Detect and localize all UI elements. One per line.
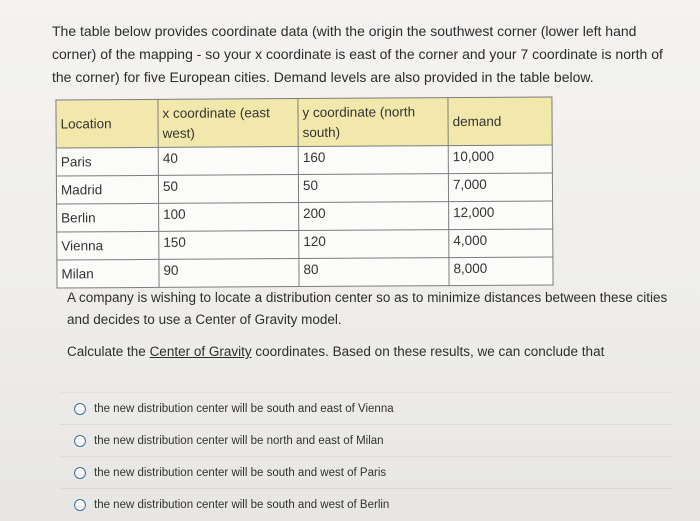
radio-button[interactable] — [74, 403, 86, 415]
table-row — [56, 173, 552, 204]
table-row — [57, 257, 553, 288]
scenario-line: A company is wishing to locate a distribution center so as to minimize distances between these cities — [67, 290, 668, 305]
intro-line: corner) of the mapping - so your x coordinate is east of the corner and your 7 coordinate is north of — [52, 46, 663, 62]
answer-option[interactable] — [60, 488, 672, 520]
intro-line: the corner) for five European cities. Demand levels are also provided in the table below. — [52, 69, 594, 85]
table-row — [57, 201, 553, 232]
cell-x: 150 — [159, 231, 299, 260]
cell-location: Vienna — [57, 231, 159, 260]
cell-demand: 4,000 — [449, 229, 553, 258]
question-text — [67, 341, 687, 363]
table-row — [57, 229, 553, 260]
cell-x: 100 — [159, 203, 299, 232]
header-y-line: south) — [302, 124, 341, 140]
scenario-text — [67, 287, 687, 331]
table-row — [56, 145, 552, 176]
cell-demand: 10,000 — [448, 145, 552, 174]
question-prefix: Calculate the — [67, 344, 150, 359]
header-y-line: y coordinate (north — [302, 103, 416, 120]
answer-option[interactable] — [60, 392, 672, 424]
cell-location: Madrid — [56, 175, 158, 204]
radio-button[interactable] — [74, 499, 86, 511]
header-x-line: west) — [162, 125, 195, 141]
cell-location: Berlin — [57, 203, 159, 232]
answer-option[interactable] — [60, 424, 672, 456]
coordinates-table — [55, 96, 553, 288]
cell-x: 50 — [158, 175, 298, 204]
cell-x: 40 — [158, 147, 298, 176]
header-demand: demand — [448, 97, 552, 146]
header-x-line: x coordinate (east — [162, 104, 270, 121]
option-label: the new distribution center will be south and west of Paris — [94, 466, 387, 479]
intro-text — [52, 20, 682, 89]
option-label: the new distribution center will be south and west of Berlin — [94, 498, 390, 511]
cell-demand: 8,000 — [449, 257, 553, 286]
header-y-coordinate — [298, 98, 448, 147]
cell-y: 80 — [299, 258, 449, 287]
option-label: the new distribution center will be north and east of Milan — [94, 434, 384, 447]
cell-y: 200 — [299, 202, 449, 231]
cell-location: Paris — [56, 147, 158, 176]
center-of-gravity-link[interactable]: Center of Gravity — [149, 344, 252, 359]
question-suffix: coordinates. Based on these results, we can conclude that — [251, 344, 605, 359]
cell-y: 120 — [299, 230, 449, 259]
option-label: the new distribution center will be south and east of Vienna — [94, 402, 394, 415]
intro-line: The table below provides coordinate data (with the origin the southwest corner (lower left hand — [52, 23, 637, 39]
cell-y: 160 — [298, 146, 448, 175]
scenario-line: and decides to use a Center of Gravity model. — [67, 312, 342, 327]
cell-x: 90 — [159, 259, 299, 288]
cell-demand: 7,000 — [448, 173, 552, 202]
answer-options — [60, 392, 672, 520]
cell-demand: 12,000 — [449, 201, 553, 230]
header-x-coordinate — [158, 99, 298, 148]
table-header-row — [56, 97, 552, 148]
answer-option[interactable] — [60, 456, 672, 488]
header-location: Location — [56, 99, 158, 148]
cell-location: Milan — [57, 259, 159, 288]
radio-button[interactable] — [74, 435, 86, 447]
radio-button[interactable] — [74, 467, 86, 479]
cell-y: 50 — [298, 174, 448, 203]
